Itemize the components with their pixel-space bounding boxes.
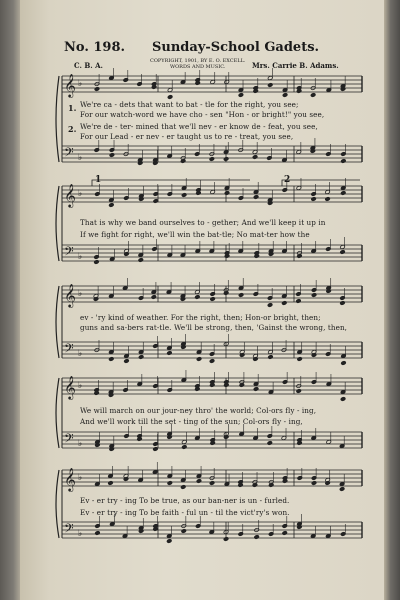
treble-clef-icon: 𝄞: [64, 375, 76, 399]
note-head: [267, 441, 272, 446]
note-head: [282, 301, 287, 306]
note-head: [267, 303, 272, 308]
note-head: [223, 537, 228, 542]
note-head: [94, 87, 99, 92]
note-head: [268, 83, 273, 88]
lyric-s2-l2: If we fight for right, we'll win the bat-tle; No mat-ter how the: [80, 230, 310, 239]
system-brace: [56, 378, 59, 448]
system-brace: [56, 470, 59, 538]
note-head: [253, 195, 258, 200]
note-head: [124, 359, 129, 364]
note-head: [341, 191, 346, 196]
note-head: [196, 479, 201, 484]
flat-icon: ♭: [78, 381, 83, 391]
note-head: [210, 297, 215, 302]
note-head: [182, 445, 187, 450]
lyric-s4-l1: We will march on our jour-ney thro' the world; Col-ors fly - ing,: [80, 406, 317, 415]
note-head: [94, 260, 99, 265]
note-head: [296, 299, 301, 304]
flat-icon: ♭: [78, 439, 83, 449]
note-head: [195, 295, 200, 300]
note-head: [253, 387, 258, 392]
treble-clef-icon: 𝄞: [64, 283, 76, 307]
hymn-number: No. 198.: [64, 40, 126, 55]
note-head: [196, 357, 201, 362]
note-head: [109, 203, 114, 208]
note-head: [181, 193, 186, 198]
flat-icon: ♭: [78, 153, 83, 163]
note-head: [252, 155, 257, 160]
lyric-s1-l2: For our watch-word we have cho - sen "Hon - or bright!" you see,: [80, 110, 325, 119]
bass-clef-icon: 𝄢: [64, 431, 74, 449]
bass-clef-icon: 𝄢: [64, 341, 74, 359]
note-head: [167, 95, 172, 100]
note-head: [282, 531, 287, 536]
note-head: [296, 389, 301, 394]
note-head: [95, 531, 100, 536]
lyric-s2-l1: That is why we band ourselves to - gether; And we'll keep it up in: [80, 218, 326, 227]
note-head: [181, 529, 186, 534]
lyric-s1-l3: We're de - ter- mined that we'll nev - er know de - feat, you see,: [80, 122, 318, 131]
bass-clef-icon: 𝄢: [64, 521, 74, 539]
note-head: [167, 351, 172, 356]
note-head: [254, 535, 259, 540]
note-head: [341, 159, 346, 164]
treble-clef-icon: 𝄞: [64, 183, 76, 207]
note-head: [109, 357, 114, 362]
system-brace: [56, 286, 59, 358]
note-head: [153, 199, 158, 204]
lyric-s1-l1: We're ca - dets that want to bat - tle for the right, you see;: [80, 100, 299, 109]
treble-clef-icon: 𝄞: [64, 73, 76, 97]
note-head: [340, 250, 345, 255]
flat-icon: ♭: [78, 79, 83, 89]
flat-icon: ♭: [78, 529, 83, 539]
note-head: [181, 485, 186, 490]
verse-number-2: 2.: [68, 124, 77, 134]
note-head: [325, 197, 330, 202]
note-head: [138, 355, 143, 360]
lyric-s5-l2: Ev - er try - ing To be faith - ful un - til the vict'ry's won.: [80, 508, 290, 517]
author-initials: C. B. A.: [74, 61, 103, 70]
note-head: [238, 293, 243, 298]
note-head: [109, 153, 114, 158]
note-head: [311, 293, 316, 298]
lyric-s3-l2: guns and sa-bers rat-tle. We'll be strong, then, 'Gainst the wrong, then,: [80, 323, 348, 332]
note-head: [340, 397, 345, 402]
note-head: [340, 301, 345, 306]
flat-icon: ♭: [78, 349, 83, 359]
note-head: [209, 359, 214, 364]
lyric-s1-l4: For our Lead - er nev - er taught us to re - treat, you see,: [80, 132, 294, 141]
note-head: [310, 93, 315, 98]
first-ending-marker: 1: [95, 175, 102, 185]
first-ending-bracket: [92, 180, 250, 186]
note-head: [341, 361, 346, 366]
bass-clef-icon: 𝄢: [64, 244, 74, 262]
flat-icon: ♭: [78, 473, 83, 483]
note-head: [311, 481, 316, 486]
note-head: [339, 487, 344, 492]
note-head: [151, 295, 156, 300]
flat-icon: ♭: [78, 252, 83, 262]
second-ending-marker: 2: [284, 175, 291, 185]
note-head: [209, 157, 214, 162]
note-head: [153, 447, 158, 452]
lyric-s3-l1: ev - 'ry kind of weather. For the right, then; Hon-or bright, then;: [80, 313, 321, 322]
note-head: [268, 355, 273, 360]
second-ending-bracket: [282, 180, 360, 186]
note-head: [297, 357, 302, 362]
note-head: [238, 93, 243, 98]
hymn-title: Sunday-School Gadets.: [152, 40, 320, 55]
note-head: [167, 481, 172, 486]
note-head: [224, 191, 229, 196]
note-head: [108, 481, 113, 486]
flat-icon: ♭: [78, 189, 83, 199]
note-head: [282, 93, 287, 98]
flat-icon: ♭: [78, 289, 83, 299]
system-brace: [56, 76, 59, 162]
verse-number-1: 1.: [68, 103, 77, 113]
composer: Mrs. Carrie B. Adams.: [252, 61, 339, 70]
bass-clef-icon: 𝄢: [64, 145, 74, 163]
note-head: [167, 539, 172, 544]
note-head: [209, 481, 214, 486]
lyric-s5-l1: Ev - er try - ing To be true, as our ban-ner is un - furled.: [80, 496, 290, 505]
treble-clef-icon: 𝄞: [64, 467, 76, 491]
note-head: [138, 258, 143, 263]
words-music-line: WORDS AND MUSIC.: [169, 64, 226, 70]
note-head: [311, 197, 316, 202]
system-brace: [56, 186, 59, 261]
copyright-line: COPYRIGHT, 1901, BY E. O. EXCELL.: [150, 58, 246, 64]
lyric-s4-l2: And we'll work till the set - ting of the sun; Col-ors fly - ing,: [80, 417, 303, 426]
note-head: [223, 157, 228, 162]
